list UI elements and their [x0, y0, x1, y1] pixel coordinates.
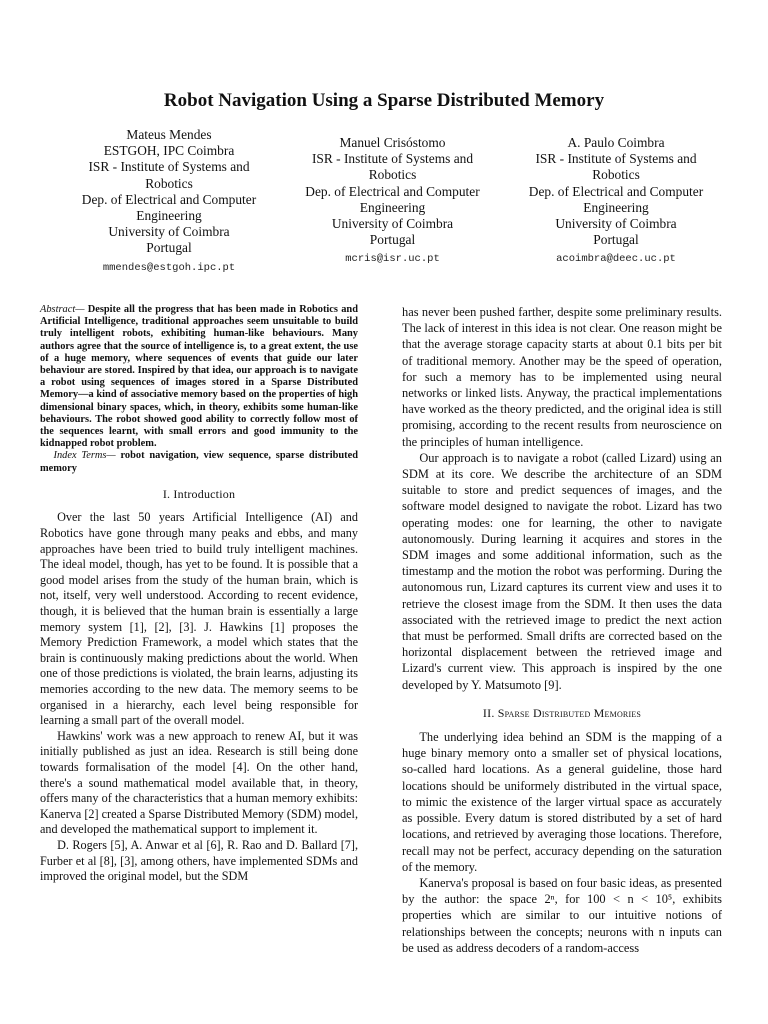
- author-affiliation-line: Robotics: [145, 175, 193, 191]
- body-paragraph: The underlying idea behind an SDM is the mapping of a huge binary memory onto a smaller set of physical locations, so-called hard locations. As a general guideline, those hard locations should be uniformely distributed in the virtual space, to mimic the existence of the larger virtual space as accurately as possible. Every datum is stored distributed by a set of hard locations, and retrieved by averaging those locations. Therefore, recall may not be perfect, accuracy depending on the saturation of the memory.: [402, 730, 722, 874]
- author-email: acoimbra@deec.uc.pt: [556, 253, 676, 266]
- author-affiliation-line: University of Coimbra: [555, 216, 677, 232]
- author-name: Mateus Mendes: [126, 127, 212, 142]
- author-block-3: [510, 135, 722, 268]
- author-affiliation-line: ISR - Institute of Systems and: [311, 151, 474, 167]
- body-paragraph: Over the last 50 years Artificial Intelligence (AI) and Robotics have gone through many peaks and ebbs, and many approaches have been tried to build truly intelligent machines. The ideal model, though, has yet to be found. It is possible that a good model arises from the study of the human brain, which is not, itself, very well understood. According to recent evidence, though, it is believed that the human brain is essentially a large memory system [1], [2], [3]. J. Hawkins [1] proposes the Memory Prediction Framework, a model which states that the brain is continuously making predictions about the world. When one of those predictions is violated, the brain learns, adjusting its memories according to the new data. The memory seems to be organised in a hierarchy, each level being responsible for learning a small part of the overall model.: [40, 510, 358, 728]
- body-paragraph: D. Rogers [5], A. Anwar et al [6], R. Rao and D. Ballard [7], Furber et al [8], [3], among others, have implemented SDMs and improved the original model, but the SDM: [40, 837, 358, 884]
- body-paragraph-continuation: has never been pushed farther, despite some preliminary results. The lack of interest in this idea is not clear. One reason might be that the average storage capacity starts at about 0.1 bits per bit of traditional memory. Another may be the speed of operation, for such a memory has to be implemented using neural networks or linked lists. Anyway, the practical implementations have worked as the theory predicted, and the original idea is still promising, according to the recent results from neuroscience on the principles of human intelligence.: [402, 305, 722, 449]
- index-terms-text: robot navigation, view sequence, sparse distributed memory: [40, 450, 358, 474]
- author-affiliation-line: Dep. of Electrical and Computer: [528, 183, 704, 199]
- paper-title: Robot Navigation Using a Sparse Distributed Memory: [163, 90, 605, 111]
- author-block-2: [285, 135, 500, 268]
- author-affiliation-line: Portugal: [146, 240, 192, 256]
- left-column: [40, 304, 358, 885]
- author-affiliation-line: Robotics: [368, 167, 417, 183]
- author-email: mmendes@estgoh.ipc.pt: [102, 261, 236, 274]
- body-paragraph: Hawkins' work was a new approach to renew AI, but it was initially published as just an idea. Research is still being done towards formalisation of the model [4]. On the other hand, there's a sound mathematical model available that, in theory, offers many of the characteristics that a human memory exhibits: Kanerva [2] created a Sparse Distributed Memory (SDM) model, and developed the mathematical support to implement it.: [40, 728, 358, 837]
- abstract-lead: Abstract—: [40, 304, 85, 315]
- section-heading-introduction: I. Introduction: [162, 486, 236, 501]
- abstract: [40, 304, 358, 450]
- section-heading-sdm: II. Sparse Distributed Memories: [482, 705, 642, 720]
- author-email: mcris@isr.uc.pt: [345, 253, 440, 266]
- index-terms-lead: Index Terms—: [53, 450, 116, 462]
- author-affiliation-line: ESTGOH, IPC Coimbra: [103, 143, 235, 159]
- author-affiliation-line: University of Coimbra: [108, 224, 230, 240]
- body-paragraph: Our approach is to navigate a robot (called Lizard) using an SDM at its core. We describe the architecture of an SDM suitable to store and predict sequences of images, and the software model designed to navigate the robot. Lizard has two operating modes: one for learning, the other to navigate autonomously. During learning it acquires and stores in the SDM images and some additional information, such as the timestamp and the motion the robot was performing. During the autonomous run, Lizard captures its current view and uses it to retrieve the closest image from the SDM. It then uses the data associated with the retrieved image to predict the next action that must be performed. Small drifts are corrected based on the horizontal displacement between the retrieved image and Lizard's current view. This approach is inspired by the one developed by Y. Matsumoto [9].: [402, 450, 722, 692]
- author-affiliation-line: ISR - Institute of Systems and: [88, 159, 250, 175]
- right-column: [402, 304, 722, 956]
- index-terms: [40, 450, 358, 474]
- author-block-1: [60, 127, 278, 276]
- author-affiliation-line: Engineering: [136, 208, 202, 224]
- author-name: A. Paulo Coimbra: [567, 135, 665, 150]
- author-affiliation-line: Engineering: [359, 199, 426, 215]
- abstract-text: Despite all the progress that has been made in Robotics and Artificial Intelligence, traditional approaches seem unsuitable to build truly intelligent robots, exhibiting human-like behaviours. Many authors agree that the source of intelligence is, to a great extent, the use of a huge memory, where sequences of events that guide our later behaviour are stored. Inspired by that idea, our approach is to navigate a robot using sequences of images stored in a Sparse Distributed Memory—a kind of associative memory based on the properties of high dimensional binary spaces, which, in theory, exhibits some human-like behaviours. The robot showed good ability to correctly follow most of the sequences learnt, with small errors and good immunity to the kidnapped robot problem.: [40, 304, 358, 450]
- author-affiliation-line: ISR - Institute of Systems and: [535, 151, 697, 167]
- author-affiliation-line: Portugal: [369, 232, 416, 248]
- author-affiliation-line: Engineering: [583, 199, 649, 215]
- author-affiliation-line: University of Coimbra: [331, 216, 454, 232]
- body-paragraph: Kanerva's proposal is based on four basic ideas, as presented by the author: the space 2ⁿ, for 100 < n < 10⁵, exhibits properties which are similar to our intuitive notions of relationships between the concepts; neurons with n inputs can be used as address decoders of a random-access: [402, 875, 722, 955]
- author-affiliation-line: Dep. of Electrical and Computer: [81, 191, 257, 207]
- author-affiliation-line: Robotics: [592, 167, 640, 183]
- author-affiliation-line: Portugal: [593, 232, 639, 248]
- author-affiliation-line: Dep. of Electrical and Computer: [305, 183, 480, 199]
- author-name: Manuel Crisóstomo: [339, 135, 446, 150]
